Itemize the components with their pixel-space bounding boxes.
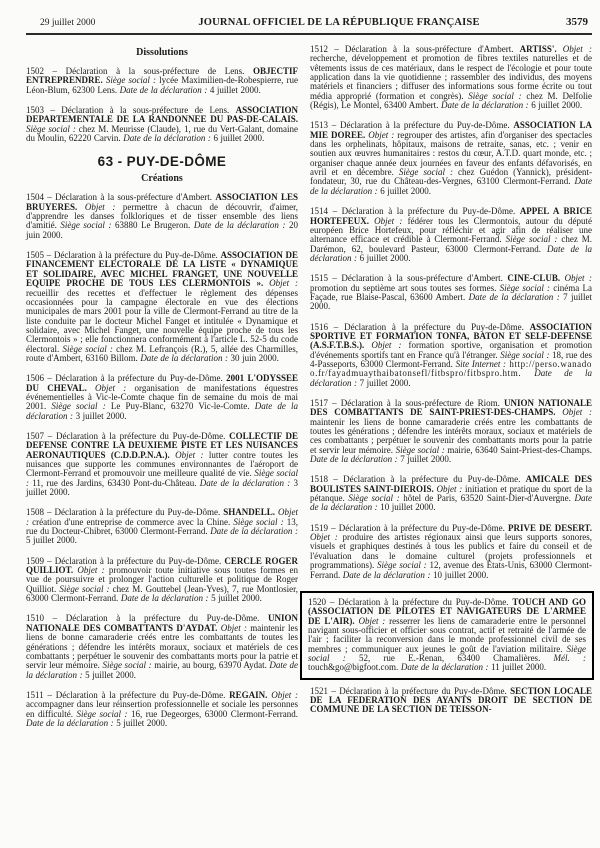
journal-entry-1506: [26, 374, 298, 421]
journal-entry-1508: [26, 508, 298, 545]
journal-entry-1520-boxed: [300, 591, 594, 680]
page-header: [26, 16, 592, 28]
entry-text-segment: Date de la déclaration :: [26, 401, 298, 421]
entry-text-segment: TOUCH AND GO (ASSOCIATION DE PILOTES ET NAVIGATEURS DE L'ARMEE DE L'AIR).: [308, 596, 586, 626]
entry-text-segment: Objet :: [364, 340, 402, 351]
entry-number: 1521 –: [310, 685, 340, 696]
entry-text-segment: 4 juillet 2000.: [207, 84, 261, 95]
entry-text-segment: Date de la déclaration :: [310, 243, 592, 263]
entry-text-segment: Date de la déclaration :: [26, 717, 114, 728]
entry-text-segment: regrouper des artistes, afin d'organiser des spectacles dans les orphelinats, hôpitaux, maisons de retraite, sanas, etc. ; venir en soutien aux œuvres humanitaires : restos du cœur, A.T.D. quart monde, etc. ; organiser chaque année deux journées en faveur des enfants défavorisés, en avril et en décembre.: [310, 129, 593, 178]
entry-text-segment: Siège social :: [500, 349, 550, 360]
entry-text-segment: 7 juillet 2000.: [397, 454, 452, 465]
entry-text-segment: Siège social :: [377, 560, 427, 571]
entry-text-segment: Objet :: [560, 273, 592, 284]
entry-text-segment: 11, rue des Jardins, 63430 Pont-du-Château.: [29, 477, 200, 488]
entry-text-segment: maintenir les liens de bonne camaraderie créés entre les combattants de toutes les générations ; défendre les intérêts moraux, sociaux et matériels de ces combattants ; perpétuer le souvenir des combattants morts pour la patrie et servir leur mémoire.: [310, 416, 592, 455]
entry-text-segment: Siège social :: [60, 220, 112, 231]
entry-text-segment: ARTISS'.: [519, 44, 557, 54]
entry-text-segment: mairie, au bourg, 63970 Aydat.: [151, 660, 270, 671]
entry-text-segment: Déclaration à la préfecture du Puy-de-Dôme.: [344, 321, 530, 332]
entry-text-segment: Déclaration à la préfecture du Puy-de-Dôme.: [53, 250, 221, 261]
entry-text-segment: Objet :: [365, 129, 395, 140]
entry-text-segment: COLLECTIF DE DEFENSE CONTRE LA DEUXIEME PISTE ET LES NUISANCES AERONAUTIQUES (C.D.D.P.N.A.).: [26, 430, 298, 460]
entry-text-segment: lutter contre toutes les nuisances que supporte les communes environnantes de l'aéroport de Clermont-Ferrand et promouvoir une meilleure qualité de vie.: [26, 449, 298, 479]
journal-entry-1519: [310, 524, 592, 580]
entry-text-segment: 6 juillet 2000.: [377, 185, 432, 196]
entry-text-segment: Siège social :: [233, 516, 284, 527]
entry-text-segment: Date de la déclaration :: [310, 454, 398, 465]
entry-text-segment: 16, rue Degeorges, 63000 Clermont-Ferrand.: [127, 708, 298, 719]
entry-text-segment: Déclaration à la sous-préfecture de Riom.: [340, 398, 505, 408]
journal-entry-1503: [26, 106, 298, 143]
entry-text-segment: Siège social :: [62, 343, 113, 354]
column-heading: Créations: [141, 173, 183, 185]
entry-number: 1509 –: [26, 555, 55, 566]
entry-number: 1512 –: [310, 44, 345, 54]
entry-text-segment: CINE-CLUB.: [507, 273, 561, 284]
page-number: 3579: [566, 16, 588, 28]
entry-text-segment: 20 juin 2000.: [26, 220, 299, 240]
entry-text-segment: Siège social :: [505, 234, 558, 245]
entry-text-segment: 10 juillet 2000.: [430, 569, 489, 580]
entry-text-segment: CERCLE ROGER QUILLIOT.: [26, 555, 298, 576]
entry-text-segment: lycée Maximilien-de-Robespierre, rue Léon-Blum, 62300 Lens.: [26, 75, 298, 95]
entry-text-segment: 6 juillet 2000.: [357, 252, 411, 263]
entry-text-segment: REGAIN.: [229, 689, 268, 700]
entry-text-segment: Date de la déclaration :: [468, 291, 560, 302]
entry-text-segment: Siège social :: [59, 583, 110, 594]
entry-text-segment: 2001 L'ODYSSEE DU CHEVAL.: [26, 373, 298, 393]
entry-text-segment: Déclaration à la préfecture du Puy-de-Dôme.: [55, 373, 227, 384]
entry-number: 1505 –: [26, 250, 54, 261]
entry-text-segment: 12, avenue des États-Unis, 63000 Clermont-Ferrand.: [310, 560, 592, 580]
entry-number: 1515 –: [310, 273, 342, 284]
entry-number: 1510 –: [26, 613, 66, 624]
entry-text-segment: Objet :: [267, 689, 298, 700]
entry-text-segment: Déclaration à la préfecture du Puy-de-Dôme.: [54, 507, 224, 518]
entry-text-segment: 63880 Le Brugeron.: [111, 220, 194, 231]
entry-text-segment: Date de la déclaration :: [123, 133, 211, 144]
entry-text-segment: cinéma La Façade, rue Blaise-Pascal, 63600 Ambert.: [310, 282, 592, 302]
entry-text-segment: 18, rue des 4-Passeports, 63000 Clermont-Ferrand.: [310, 349, 592, 369]
entry-text-segment: PRIVE DE DESERT.: [508, 522, 592, 533]
entry-number: 1507 –: [26, 430, 56, 441]
entry-text-segment: recherche, développement et promotion de fibres textiles naturelles et de vêtements issus de ces matériaux, dans le respect de l'écologie et pour toute application dans la vie quotidienne ; rassembler des individus, des moyens matériels et financiers ; diffuser des informations sous forme écrite ou tout média approprié (formation et congrès).: [310, 53, 592, 101]
entry-text-segment: Siège social :: [26, 468, 298, 488]
entry-text-segment: SECTION LOCALE DE LA FEDERATION DES AYANTS DROIT DE SECTION DE COMMUNE DE LA SECTION DE TEISSON-: [310, 685, 592, 715]
entry-text-segment: resserrer les liens de camaraderie entre le personnel navigant sous-officier et officier sous contrat, actif et retraité de l'armée de l'air ; faciliter la reconversion dans le monde professionnel civil de ses membres ; communiquer aux jeunes le goût de l'aviation militaire.: [308, 615, 587, 654]
header-rule: [26, 33, 592, 35]
entry-text-segment: Objet :: [368, 215, 403, 226]
entry-text-segment: Siège social :: [26, 123, 76, 134]
entry-text-segment: Mél. :: [553, 652, 587, 663]
entry-number: 1520 –: [308, 596, 339, 607]
entry-text-segment: 10 juillet 2000.: [377, 502, 436, 513]
entry-text-segment: Déclaration à la préfecture du Puy-de-Dôme.: [338, 522, 508, 533]
entry-text-segment: ASSOCIATION DE FINANCEMENT ELECTORALE DE LA LISTE « DYNAMIQUE ET SOLIDAIRE, AVEC MICHEL FRANGET, UNE NOUVELLE EQUIPE PROCHE DE TOUS LES CLERMONTOIS ».: [26, 250, 298, 289]
entry-number: 1511 –: [26, 689, 56, 700]
entry-text-segment: hôtel de Paris, 63520 Saint-Dier-d'Auvergne.: [399, 493, 575, 504]
left-column: [26, 45, 298, 739]
entry-text-segment: accompagner dans leur réinsertion professionnelle et sociale les personnes en difficulté.: [26, 699, 298, 719]
entry-text-segment: Objet :: [263, 278, 298, 289]
journal-entry-1514: [310, 207, 592, 263]
entry-text-segment: formation sportive, organisation et promotion d'événements sportifs tant en France qu'à l'étranger.: [310, 340, 592, 360]
entry-text-segment: chez M. Delfolie (Régis), Le Montel, 63400 Ambert.: [310, 90, 592, 111]
journal-entry-1517: [310, 399, 592, 464]
entry-text-segment: Objet :: [556, 44, 592, 54]
entry-number: 1506 –: [26, 373, 56, 384]
entry-text-segment: ASSOCIATION SPORTIVE ET FORMATION TONFA, BATON ET SELF-DEFENSE (A.S.F.T.B.S.).: [310, 321, 592, 351]
entry-text-segment: Objet :: [73, 565, 105, 576]
entry-text-segment: Déclaration à la sous-préfecture d'Ambert.: [341, 273, 508, 284]
entry-text-segment: recueillir des recettes et d'effectuer le règlement des dépenses occasionnées pour la campagne électorale en vue des élections municipales de mars 2001 pour la ville de Clermont-Ferrand au titre de la liste conduite par le docteur Michel Fanget et intitulée « Dynamique et solidaire, avec Michel Fanget, une nouvelle équipe proche de tous les Clermontois » ; elle fonctionnera conformément à l'article L. 52-5 du code électoral.: [26, 287, 298, 354]
entry-text-segment: mairie, 63640 Saint-Priest-des-Champs.: [444, 444, 592, 455]
entry-number: 1504 –: [26, 192, 56, 203]
journal-entry-1510: [26, 614, 298, 679]
right-column: [310, 45, 592, 739]
entry-text-segment: Déclaration à la préfecture du Puy-de-Dôme.: [343, 474, 526, 485]
entry-text-segment: Siège social :: [76, 708, 128, 719]
entry-text-segment: 5 juillet 2000.: [82, 669, 136, 680]
journal-entry-1512: [310, 45, 592, 110]
entry-text-segment: Déclaration à la préfecture du Puy-de-Dôme.: [339, 685, 511, 696]
entry-text-segment: Déclaration à la sous-préfecture d'Ambert.: [344, 44, 520, 54]
entry-number: 1502 –: [26, 66, 66, 76]
entry-text-segment: Siège social :: [102, 660, 152, 671]
entry-text-segment: création d'une entreprise de commerce avec la Chine.: [29, 516, 234, 527]
entry-text-segment: Objet :: [433, 483, 463, 494]
entry-text-segment: Objet :: [77, 201, 116, 212]
entry-text-segment: Siège social :: [398, 167, 453, 178]
entry-text-segment: Déclaration à la sous-préfecture de Lens.: [61, 105, 236, 116]
entry-text-segment: Déclaration à la sous-préfecture d'Ambert.: [55, 192, 216, 203]
entry-number: 1513 –: [310, 120, 341, 131]
entry-text-segment: http://perso.wanadoo.fr/fayadmuaythaibatonsefl/fitbspro/fitbspro.htm.: [310, 358, 592, 379]
entry-text-segment: Objet :: [26, 507, 299, 527]
journal-entry-1504: [26, 193, 298, 240]
entry-text-segment: Déclaration à la préfecture du Puy-de-Dôme.: [55, 689, 230, 700]
entry-text-segment: OBJECTIF ENTREPRENDRE.: [26, 66, 298, 86]
entry-text-segment: 6 juillet 2000.: [210, 133, 265, 144]
journal-entry-1518: [310, 475, 592, 512]
department-section-heading: 63 - PUY-DE-DÔME: [97, 154, 227, 170]
entry-text-segment: Siège social :: [348, 493, 400, 504]
entry-text-segment: initiation et pratique du sport de la pétanque.: [310, 483, 593, 504]
journal-entry-1507: [26, 432, 298, 497]
entry-text-segment: Date de la déclaration :: [440, 100, 529, 111]
issue-date: 29 juillet 2000: [40, 18, 96, 28]
entry-text-segment: Date de la déclaration :: [140, 352, 228, 363]
entry-text-segment: Date de la déclaration :: [199, 477, 291, 488]
entry-text-segment: touch&go@bigfoot.com.: [308, 662, 401, 673]
text-columns: [26, 45, 592, 739]
entry-text-segment: Siège social :: [51, 401, 106, 412]
entry-text-segment: Objet :: [169, 449, 204, 460]
entry-text-segment: Objet :: [354, 615, 386, 626]
entry-text-segment: Le Puy-Blanc, 63270 Vic-le-Comte.: [105, 401, 255, 412]
entry-text-segment: Date de la déclaration :: [210, 526, 298, 537]
entry-text-segment: Déclaration à la préfecture du Puy-de-Dôme.: [54, 555, 225, 566]
journal-entry-1515: [310, 274, 592, 311]
entry-text-segment: 30 juin 2000.: [228, 352, 279, 363]
entry-text-segment: Déclaration à la préfecture du Puy-de-Dôme.: [340, 120, 514, 131]
entry-text-segment: permettre à chacun de découvrir, d'aimer, d'apprendre les danses folkloriques et de tisser ensemble des liens d'amitié.: [26, 201, 299, 231]
journal-entry-1513: [310, 121, 592, 196]
entry-text-segment: maintenir les liens de bonne camaraderie créés entre les combattants de toutes les générations ; défendre les intérêts moraux, sociaux et matériels de ces combattants ; perpétuer le souvenir des combattants morts pour la patrie et servir leur mémoire.: [26, 622, 299, 671]
entry-number: 1516 –: [310, 321, 345, 332]
entry-text-segment: Date de la déclaration :: [342, 569, 431, 580]
entry-text-segment: produire des artistes régionaux ainsi que leurs supports sonores, visuels et graphiques destinés à tous les publics et faire du conseil et de l'évaluation dans le domaine culturel (projets professionnels et programmations).: [310, 532, 593, 571]
entry-text-segment: Déclaration à la préfecture du Puy-de-Dôme.: [338, 596, 513, 607]
entry-text-segment: chez M. Gouttebel (Jean-Yves), 7, rue Montlosier, 63000 Clermont-Ferrand.: [26, 583, 298, 604]
entry-text-segment: ASSOCIATION DEPARTEMENTALE DE LA RANDONNEE DU PAS-DE-CALAIS.: [26, 105, 298, 125]
entry-text-segment: 5 juillet 2000.: [208, 593, 262, 604]
entry-text-segment: 11 juillet 2000.: [488, 662, 547, 673]
journal-title: JOURNAL OFFICIEL DE LA RÉPUBLIQUE FRANÇAISE: [198, 17, 480, 28]
entry-text-segment: 7 juillet 2000.: [357, 377, 411, 388]
entry-text-segment: UNION NATIONALE DES COMBATTANTS D'AYDAT.: [26, 613, 298, 633]
entry-text-segment: Date de la déclaration :: [400, 662, 489, 673]
entry-text-segment: chez M. Darémon, 62, boulevard Pasteur, 63000 Clermont-Ferrand.: [310, 234, 592, 254]
entry-text-segment: Date de la déclaration :: [310, 493, 592, 513]
entry-text-segment: 5 juillet 2000.: [113, 717, 168, 728]
journal-entry-1521: [310, 687, 592, 715]
journal-entry-1502: [26, 67, 298, 95]
journal-entry-1516: [310, 323, 592, 388]
entry-text-segment: SHANDELL.: [223, 507, 275, 518]
entry-text-segment: Siège social :: [308, 643, 586, 663]
entry-text-segment: APPEL A BRICE HORTEFEUX.: [310, 206, 592, 226]
entry-text-segment: Déclaration à la préfecture du Puy-de-Dôme.: [341, 206, 520, 217]
entry-text-segment: Date de la déclaration :: [310, 368, 593, 388]
entry-text-segment: Siège social :: [395, 444, 445, 455]
entry-text-segment: Date de la déclaration :: [310, 176, 592, 196]
entry-text-segment: 52, rue E.-Renan, 63400 Chamalières.: [345, 652, 554, 663]
entry-text-segment: Siège social :: [468, 90, 522, 101]
entry-number: 1503 –: [26, 105, 62, 116]
entry-text-segment: ASSOCIATION LES BRUYERES.: [26, 192, 298, 212]
entry-text-segment: chez M. Meurisse (Claude), 1, rue du Vert-Galant, domaine du Moulin, 62220 Carvin.: [26, 123, 299, 144]
entry-text-segment: 7 juillet 2000.: [310, 291, 592, 312]
column-heading: Dissolutions: [136, 47, 188, 58]
entry-text-segment: Objet :: [217, 622, 247, 633]
entry-text-segment: Objet :: [310, 532, 338, 543]
entry-text-segment: Déclaration à la sous-préfecture de Lens.: [65, 66, 253, 76]
entry-text-segment: chez Guédon (Yannick), président-fondateur, 30, rue du Château-des-Vergnes, 63100 Clermont-Ferrand.: [310, 167, 592, 187]
entry-text-segment: 6 juillet 2000.: [528, 100, 583, 111]
entry-text-segment: promouvoir toute initiative sous toutes formes en vue de poursuivre et prolonger l'action culturelle et politique de Roger Quilliot.: [26, 565, 298, 594]
entry-text-segment: Objet :: [555, 407, 593, 418]
entry-text-segment: Objet :: [86, 382, 127, 393]
entry-text-segment: ASSOCIATION LA MIE DOREE.: [310, 120, 592, 140]
entry-number: 1518 –: [310, 474, 344, 485]
entry-text-segment: AMICALE DES BOULISTES SAINT-DIEROIS.: [310, 474, 592, 494]
entry-text-segment: Déclaration à la préfecture du Puy-de-Dôme.: [55, 430, 230, 441]
entry-number: 1508 –: [26, 507, 55, 518]
entry-text-segment: Siège social :: [499, 282, 551, 293]
entry-text-segment: 3 juillet 2000.: [26, 477, 298, 498]
journal-entry-1511: [26, 691, 298, 728]
entry-text-segment: Date de la déclaration :: [120, 593, 209, 604]
entry-text-segment: organisation de manifestations équestres événementielles à Vic-le-Comte chaque fin de semaine du mois de mai 2001.: [26, 382, 298, 412]
entry-text-segment: Date de la déclaration :: [26, 660, 298, 680]
entry-text-segment: Déclaration à la préfecture du Puy-de-Dôme.: [65, 613, 268, 624]
entry-text-segment: chez M. Lefrançois (R.), 5, allée des Charmilles, route d'Ambert, 63160 Billom.: [26, 343, 299, 363]
entry-text-segment: UNION NATIONALE DES COMBATTANTS DE SAINT-PRIEST-DES-CHAMPS.: [310, 398, 592, 418]
entry-number: 1517 –: [310, 398, 341, 408]
entry-text-segment: promotion du septième art sous toutes ses formes.: [310, 282, 500, 293]
entry-text-segment: Siège social :: [102, 75, 157, 86]
entry-text-segment: 13, rue du Docteur-Chibret, 63000 Clermont-Ferrand.: [26, 516, 298, 537]
entry-text-segment: 5 juillet 2000.: [26, 535, 77, 546]
entry-text-segment: Date de la déclaration :: [193, 220, 286, 231]
entry-text-segment: Date de la déclaration :: [119, 84, 208, 95]
entry-number: 1514 –: [310, 206, 342, 217]
journal-entry-1505: [26, 251, 298, 363]
entry-text-segment: fédérer tous les Clermontois, autour du député européen Brice Hortefeux, pour réfléchir et agir afin de réaliser une alternance efficace et crédible à Clermont-Ferrand.: [310, 215, 592, 245]
journal-entry-1509: [26, 557, 298, 604]
entry-number: 1519 –: [310, 522, 339, 533]
entry-text-segment: 3 juillet 2000.: [73, 410, 127, 421]
entry-text-segment: Site Internet :: [455, 358, 507, 369]
